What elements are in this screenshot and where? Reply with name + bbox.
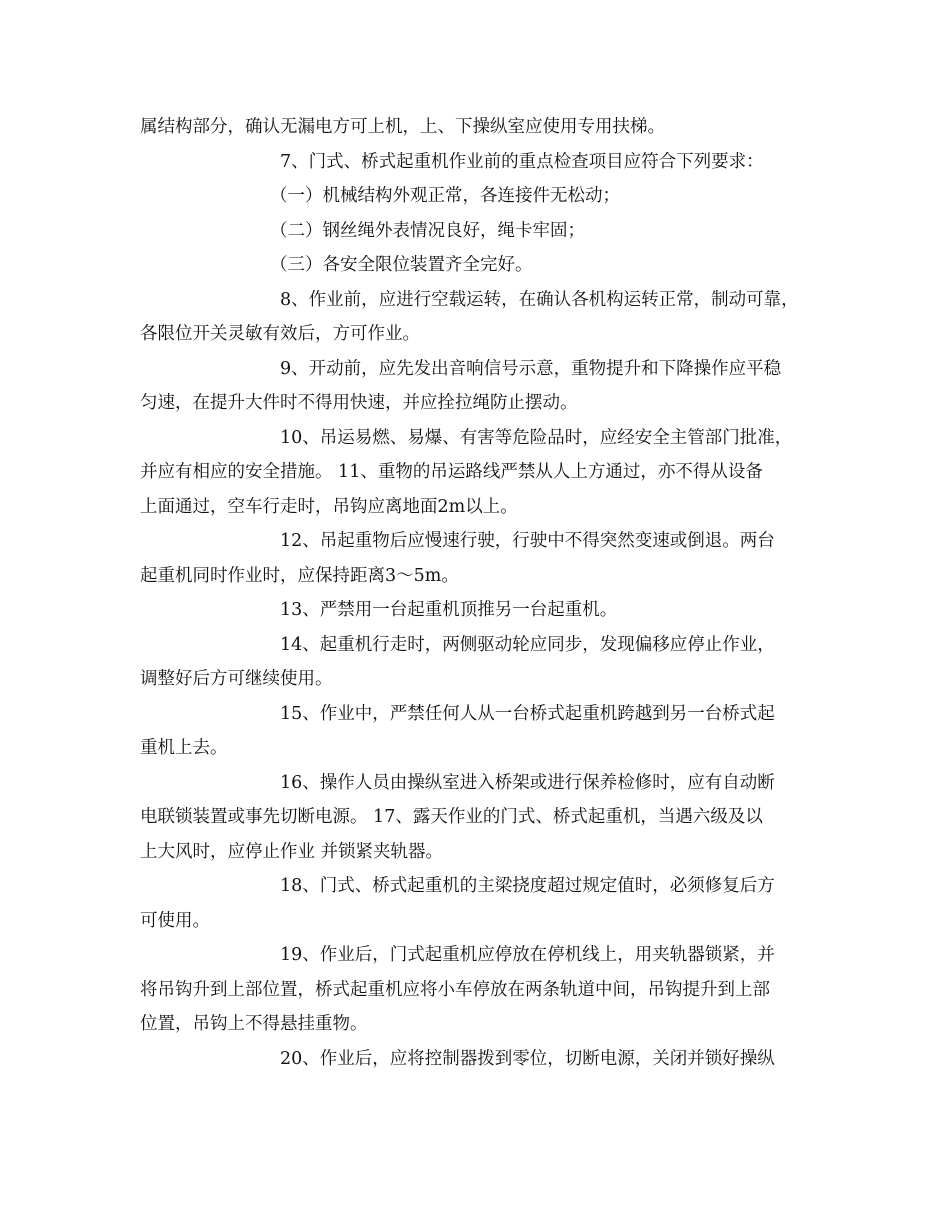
text-line: 并应有相应的安全措施。 11、重物的吊运路线严禁从人上方通过，亦不得从设备: [140, 462, 763, 482]
text-line: 19、作业后，门式起重机应停放在停机线上，用夹轨器锁紧，并: [280, 945, 775, 965]
text-line: 12、吊起重物后应慢速行驶，行驶中不得突然变速或倒退。两台: [280, 531, 775, 551]
text-line: 7、门式、桥式起重机作业前的重点检查项目应符合下列要求：: [280, 151, 764, 172]
text-line: 各限位开关灵敏有效后，方可作业。: [140, 324, 420, 344]
text-line: 18、门式、桥式起重机的主梁挠度超过规定值时，必须修复后方: [280, 876, 775, 896]
text-line: 16、操作人员由操纵室进入桥架或进行保养检修时，应有自动断: [280, 772, 775, 793]
text-line: 9、开动前，应先发出音响信号示意，重物提升和下降操作应平稳: [280, 358, 782, 379]
text-line: 起重机同时作业时，应保持距离3～5m。: [140, 565, 459, 586]
text-line: 调整好后方可继续使用。: [140, 669, 333, 689]
text-line: 属结构部分，确认无漏电方可上机，上、下操纵室应使用专用扶梯。: [140, 117, 665, 137]
text-line: 8、作业前，应进行空载运转，在确认各机构运转正常，制动可靠，: [280, 289, 799, 310]
document-body: [140, 110, 820, 1076]
text-line: 将吊钩升到上部位置，桥式起重机应将小车停放在两条轨道中间，吊钩提升到上部: [140, 979, 770, 1000]
text-line: （一）机械结构外观正常，各连接件无松动；: [270, 186, 620, 206]
text-line: 匀速，在提升大件时不得用快速，并应拴拉绳防止摆动。: [140, 393, 578, 413]
text-line: 可使用。: [140, 910, 210, 931]
text-line: 13、严禁用一台起重机顶推另一台起重机。: [280, 600, 618, 620]
text-line: 上大风时，应停止作业 并锁紧夹轨器。: [140, 841, 444, 862]
text-line: （二）钢丝绳外表情况良好，绳卡牢固；: [270, 220, 585, 241]
text-line: 14、起重机行走时，两侧驱动轮应同步，发现偏移应停止作业，: [280, 634, 775, 655]
text-line: （三）各安全限位装置齐全完好。: [270, 255, 533, 275]
text-line: 电联锁装置或事先切断电源。 17、露天作业的门式、桥式起重机，当遇六级及以: [140, 807, 763, 827]
text-line: 位置，吊钩上不得悬挂重物。: [140, 1014, 368, 1034]
text-line: 上面通过，空车行走时，吊钩应离地面2m以上。: [140, 496, 518, 517]
text-line: 10、吊运易燃、易爆、有害等危险品时，应经安全主管部门批准，: [280, 427, 793, 448]
text-line: 15、作业中，严禁任何人从一台桥式起重机跨越到另一台桥式起: [280, 703, 775, 724]
text-line: 20、作业后，应将控制器拨到零位，切断电源，关闭并锁好操纵: [280, 1048, 775, 1069]
text-line: 重机上去。: [140, 738, 228, 758]
